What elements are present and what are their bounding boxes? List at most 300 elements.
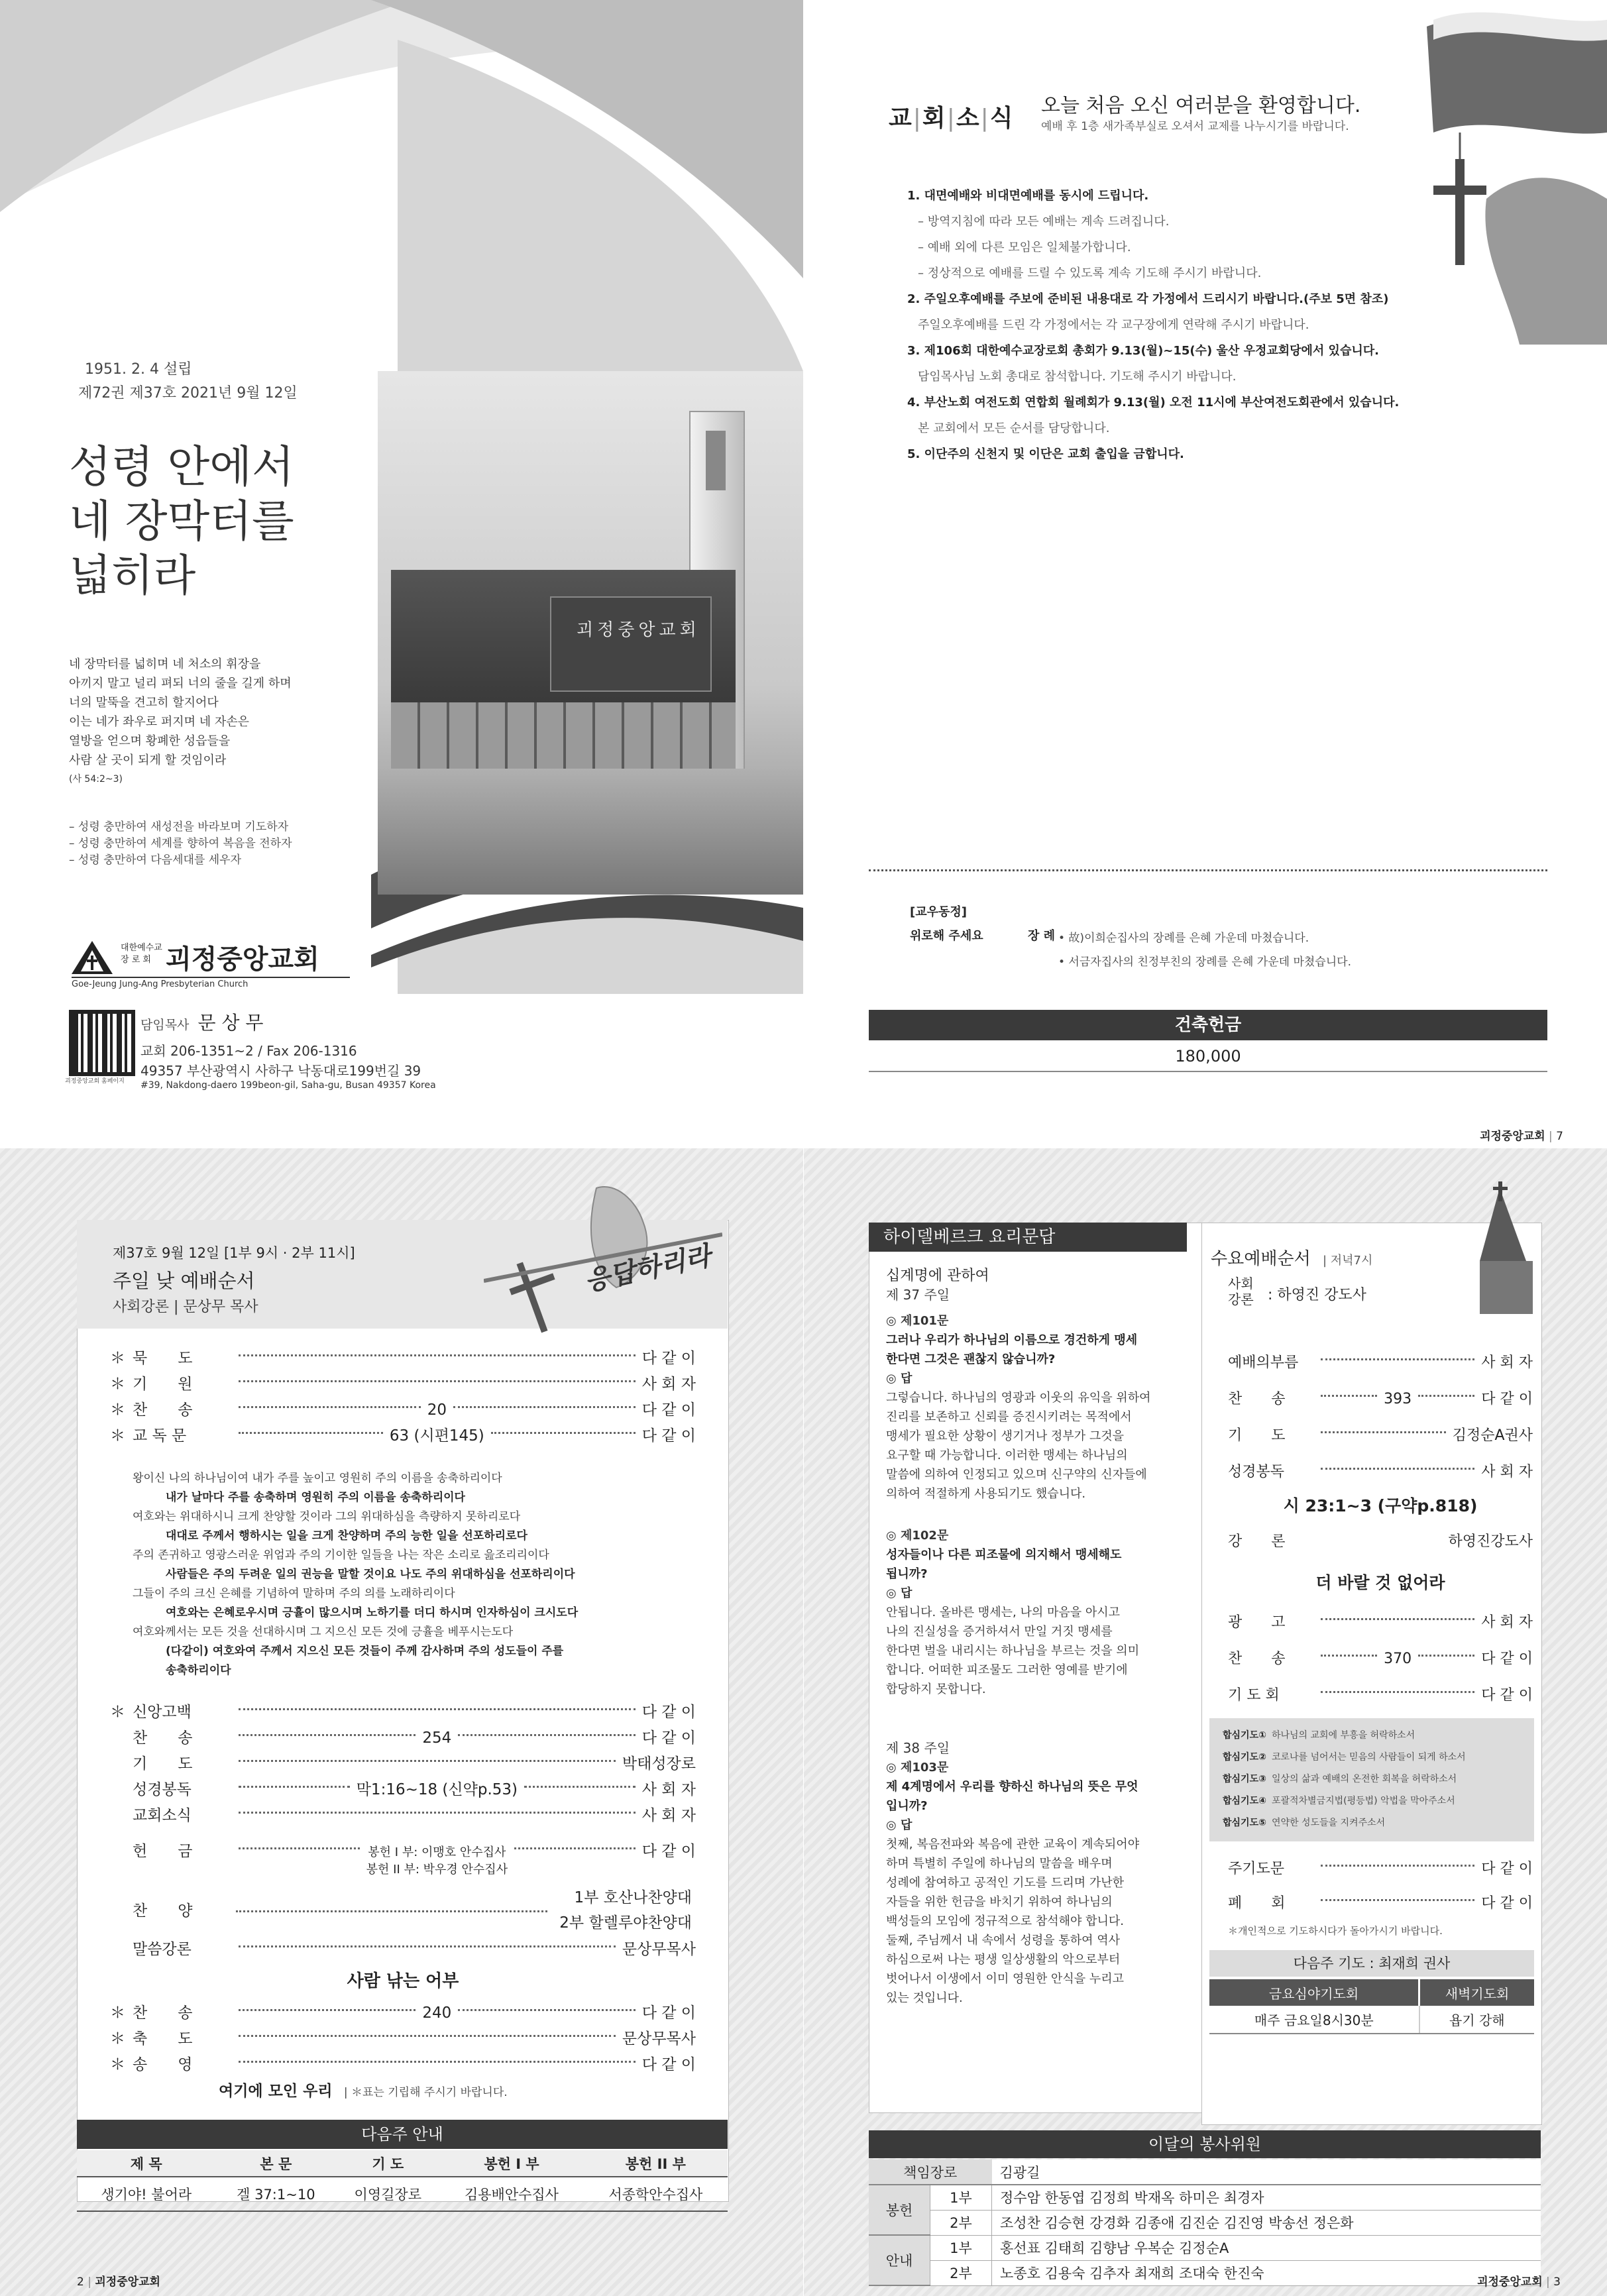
cell: 이영길장로: [354, 2187, 421, 2203]
wednesday-presider-label: 사회 강론: [1228, 1276, 1254, 1307]
logo-denomination: 대한예수교 장 로 회: [121, 943, 162, 965]
order-who: 다 같 이: [1481, 1651, 1533, 1667]
order-detail: 370: [1384, 1651, 1412, 1667]
question-line: 성자들이나 다른 피조물에 의지해서 맹세해도: [886, 1548, 1122, 1562]
volunteer-group: 안내: [869, 2235, 930, 2285]
answer-line: 백성들의 모임에 정규적으로 참석해야 합니다.: [886, 1914, 1124, 1928]
cover-title: [69, 440, 294, 603]
order-row: [1228, 1344, 1533, 1381]
church-logo: [69, 937, 380, 990]
heading-char: 소: [956, 105, 981, 132]
leader-dots: [491, 1432, 636, 1434]
news-item: 담임목사님 노회 총대로 참석합니다. 기도해 주시기 바랍니다.: [918, 370, 1237, 384]
wednesday-order-3: [1228, 1852, 1533, 1921]
motto: – 성령 충만하여 새성전을 바라보며 기도하자: [69, 820, 289, 834]
responsive-line: 사람들은 주의 두려운 일의 권능을 말할 것이요 나도 주의 위대하심을 선포하리이다: [166, 1568, 575, 1581]
cell: 서종학안수집사: [608, 2187, 703, 2203]
news-item: 1. 대면예배와 비대면예배를 동시에 드립니다.: [907, 189, 1149, 203]
prayer-item: [1223, 1747, 1521, 1769]
answer-line: 있는 것입니다.: [886, 1991, 963, 2005]
leader-dots: [239, 1380, 636, 1382]
wednesday-title: [1211, 1245, 1372, 1270]
order-detail: 20: [427, 1401, 447, 1419]
answer-line: 한다면 벌을 내리시는 하나님을 부르는 것을 의미: [886, 1644, 1140, 1658]
leader-dots: [239, 1786, 350, 1788]
order-detail: 393: [1384, 1391, 1412, 1407]
news-page: [804, 0, 1607, 1148]
answer-line: 합니다. 어떠한 피조물도 그러한 영예를 받기에: [886, 1663, 1128, 1677]
closing-title: 여기에 모인 우리: [219, 2083, 333, 2100]
order-item: 찬 송: [1228, 1651, 1286, 1667]
info-footer: 괴정중앙교회 | 3: [1477, 2275, 1561, 2289]
order-detail: 254: [422, 1729, 452, 1747]
prayer-label: 합심기도②: [1223, 1752, 1266, 1763]
order-item: 성경봉독: [1228, 1464, 1285, 1480]
order-row-offering: [110, 1839, 696, 1879]
order-row: [1228, 1641, 1533, 1677]
order-who: 다 같 이: [641, 2056, 696, 2073]
col-header: 본 문: [260, 2156, 292, 2172]
cover-title-line-1: 성령 안에서: [69, 441, 294, 492]
order-detail: 막1:16~18 (신약p.53): [356, 1781, 518, 1798]
order-row: [110, 2052, 696, 2078]
answer-line: 말씀에 의하여 인정되고 있으며 신구약의 신자들에: [886, 1468, 1147, 1482]
verse-line: 열방을 얻으며 황폐한 성읍들을: [69, 734, 231, 748]
cover-verse: [69, 655, 367, 789]
order-who: 다 같 이: [1481, 1391, 1533, 1407]
leader-dots: [239, 2009, 416, 2011]
standing-mark: ＊: [110, 1350, 125, 1367]
motto: – 성령 충만하여 세계를 향하여 복음을 전하자: [69, 837, 292, 850]
order-who: 문상무목사: [622, 1941, 696, 1958]
wednesday-scripture: 시 23:1~3 (구약p.818): [1283, 1496, 1478, 1515]
building-upper-block: [550, 596, 712, 692]
leader-dots: [1418, 1655, 1474, 1657]
volunteer-part: 2부: [930, 2260, 992, 2285]
praise-line: 1부 호산나찬양대: [574, 1889, 692, 1906]
order-row: [110, 2000, 696, 2026]
question-line: 한다면 그것은 괜찮지 않습니까?: [886, 1352, 1056, 1366]
order-who: 다 같 이: [641, 1704, 696, 1721]
verse-line: 사람 살 곳이 되게 할 것임이라: [69, 753, 227, 767]
standing-mark: ＊: [110, 1376, 125, 1393]
order-item: 헌 금: [133, 1843, 193, 1860]
welcome-title: 오늘 처음 오신 여러분을 환영합니다.: [1041, 94, 1361, 117]
prayer-label: 합심기도①: [1223, 1730, 1266, 1741]
order-row: [1228, 1677, 1533, 1714]
logo-english-name: Goe-Jeung Jung-Ang Presbyterian Church: [72, 977, 350, 989]
order-row: [110, 1700, 696, 1725]
order-who: 사 회 자: [641, 1807, 696, 1824]
volunteer-names: 조성찬 김승현 강경화 김종애 김진순 김진영 박송선 정은화: [992, 2210, 1541, 2235]
order-who: 다 같 이: [1481, 1687, 1533, 1704]
order-who: 사 회 자: [641, 1781, 696, 1798]
meeting-value: 매주 금요일8시30분: [1209, 2006, 1419, 2034]
order-part3: [110, 2000, 696, 2078]
order-item: 교회소식: [133, 1807, 192, 1824]
volunteer-part: 1부: [930, 2235, 992, 2260]
prayer-item: [1223, 1812, 1521, 1834]
prayer-text: 연약한 성도들을 지켜주소서: [1271, 1818, 1386, 1828]
answer-line: 합당하지 못합니다.: [886, 1682, 986, 1696]
responsive-reading: [133, 1469, 676, 1680]
catechism-title: 하이델베르크 요리문답: [869, 1223, 1187, 1252]
order-row: [110, 1423, 696, 1449]
order-part1: [110, 1346, 696, 1449]
contact-address-ko: 49357 부산광역시 사하구 낙동대로199번길 39: [140, 1063, 421, 1079]
news-item: 5. 이단주의 신천지 및 이단은 교회 출입을 금합니다.: [907, 447, 1184, 461]
founded-date: 1951. 2. 4 설립: [85, 361, 192, 378]
wednesday-order-2: [1228, 1604, 1533, 1714]
meeting-row: [1209, 2006, 1534, 2034]
leader-dots: [1321, 1431, 1446, 1433]
prayer-text: 일상의 삶과 예배의 온전한 회복을 허락하소서: [1271, 1774, 1457, 1784]
closing-line: [219, 2079, 508, 2101]
building-fund-amount: 180,000: [869, 1042, 1547, 1072]
answer-label: ◎ 답: [886, 1586, 913, 1600]
catechism-week: 제 38 주일: [886, 1740, 950, 1756]
volunteer-row: [869, 2260, 1541, 2285]
next-week-header-row: [77, 2150, 728, 2177]
order-item: 찬 송: [133, 2004, 193, 2022]
prayer-text: 하나님의 교회에 부흥을 허락하소서: [1271, 1730, 1415, 1741]
order-who: 다 같 이: [641, 1843, 696, 1860]
standing-mark: ＊: [110, 2030, 125, 2048]
offering-line: 봉헌 II 부: 박우경 안수집사: [366, 1863, 508, 1877]
order-item: 찬 양: [133, 1902, 193, 1920]
volunteers-bar: 이달의 봉사위원: [869, 2130, 1541, 2158]
building-fund-bar: 건축헌금: [869, 1010, 1547, 1040]
volunteer-row: [869, 2235, 1541, 2260]
order-who: 하영진강도사: [1448, 1533, 1533, 1550]
responsive-line: 내가 날마다 주를 송축하며 영원히 주의 이름을 송축하리이다: [166, 1491, 465, 1504]
meeting-value: 욥기 강해: [1419, 2006, 1534, 2034]
meeting-header: 새벽기도회: [1419, 1979, 1534, 2006]
news-footer: 괴정중앙교회 | 7: [1480, 1130, 1563, 1143]
worship-presider: 사회강론 | 문상무 목사: [113, 1299, 258, 1315]
page-number: 3: [1553, 2275, 1561, 2289]
art-text: 응답하리라: [581, 1240, 714, 1297]
church-building-image: [378, 371, 803, 895]
order-detail: 240: [422, 2004, 452, 2022]
meeting-table: [1209, 1979, 1534, 2034]
meeting-header: 금요심야기도회: [1209, 1979, 1419, 2006]
cell: 김용배안수집사: [464, 2187, 559, 2203]
order-who: 문상무목사: [622, 2030, 696, 2048]
order-row: [110, 1725, 696, 1751]
news-heading: 교|회|소|식: [889, 105, 1015, 132]
order-who: 사 회 자: [1481, 1354, 1533, 1371]
prayer-item: [1223, 1769, 1521, 1790]
contact-phone: 교회 206-1351~2 / Fax 206-1316: [140, 1043, 357, 1059]
leader-dots: [239, 1354, 636, 1356]
question-label: ◎ 제101문: [886, 1314, 949, 1328]
answer-line: 의하여 적절하게 사용되기도 했습니다.: [886, 1487, 1086, 1501]
question-line: 됩니까?: [886, 1567, 928, 1581]
question-line: 입니까?: [886, 1799, 928, 1813]
leader-dots: [1321, 1358, 1474, 1360]
order-item: 주기도문: [1228, 1861, 1285, 1877]
answer-line: 요구할 때 가능합니다. 이러한 맹세는 하나님의: [886, 1449, 1128, 1462]
page-number: 7: [1556, 1130, 1563, 1143]
order-who: 다 같 이: [1481, 1895, 1533, 1912]
church-logo-icon: [69, 940, 115, 977]
responsive-line: 여호와는 은혜로우시며 긍휼이 많으시며 노하기를 더디 하시며 인자하심이 크시도다: [166, 1606, 579, 1619]
next-prayer-bar: 다음주 기도 : 최재희 권사: [1209, 1950, 1534, 1977]
order-item: 묵 도: [133, 1350, 193, 1367]
heading-char: 회: [922, 105, 947, 132]
pastor-info: [140, 1009, 263, 1035]
tower-cross-icon: [706, 431, 726, 490]
order-row: [110, 1397, 696, 1423]
elder-label: 책임장로: [869, 2159, 992, 2185]
volunteer-row: [869, 2210, 1541, 2235]
offering-detail: [366, 1844, 508, 1879]
volunteer-part: 1부: [930, 2185, 992, 2210]
prayer-text: 포괄적차별금지법(평등법) 악법을 막아주소서: [1271, 1796, 1455, 1806]
motto: – 성령 충만하여 다음세대를 세우자: [69, 853, 242, 867]
order-row: [1228, 1417, 1533, 1454]
leader-dots: [1321, 1899, 1474, 1901]
logo-church-name: 괴정중앙교회: [166, 944, 319, 975]
worship-title: 주일 낮 예배순서: [113, 1270, 255, 1292]
leader-dots: [458, 1734, 635, 1736]
order-item: 기 도: [133, 1755, 193, 1773]
answer-line: 맹세가 필요한 상황이 생기거나 정부가 그것을: [886, 1429, 1124, 1443]
verse-line: 이는 네가 좌우로 퍼지며 네 자손은: [69, 715, 250, 729]
praise-line: 2부 할렐루야찬양대: [559, 1914, 692, 1932]
responsive-line: 주의 존귀하고 영광스러운 위엄과 주의 기이한 일들을 나는 작은 소리로 읊조리리이다: [133, 1549, 549, 1562]
closing-note: | ＊표는 기립해 주시기 바랍니다.: [343, 2086, 508, 2099]
verse-line: 너의 말뚝을 견고히 할지어다: [69, 696, 219, 710]
worship-issue: 제37호 9월 12일 [1부 9시 · 2부 11시]: [113, 1245, 355, 1261]
cover-page: [0, 0, 803, 1148]
leader-dots: [1321, 1865, 1474, 1867]
catechism-week: 제 37 주일: [886, 1287, 950, 1303]
responsive-line: 왕이신 나의 하나님이여 내가 주를 높이고 영원히 주의 이름을 송축하리이다: [133, 1472, 502, 1485]
wednesday-sermon-row: [1228, 1530, 1533, 1551]
question-label: ◎ 제103문: [886, 1761, 949, 1775]
order-row: [1228, 1381, 1533, 1417]
worship-footer: 2 | 괴정중앙교회: [77, 2275, 160, 2289]
responsive-line: 여호와는 위대하시니 크게 찬양할 것이라 그의 위대하심을 측량하지 못하리로다: [133, 1510, 521, 1523]
standing-mark: ＊: [110, 1704, 125, 1721]
news-list: [907, 183, 1490, 467]
standing-mark: ＊: [110, 1427, 125, 1445]
volunteer-names: 정수암 한동엽 김정희 박재옥 하미은 최경자: [992, 2185, 1541, 2210]
order-item: 말씀강론: [133, 1941, 192, 1958]
responsive-line: 여호와께서는 모든 것을 선대하시며 그 지으신 모든 것에 긍휼을 베푸시는도다: [133, 1625, 514, 1639]
leader-dots: [1321, 1395, 1377, 1397]
wednesday-order-1: [1228, 1344, 1533, 1490]
answer-line: 하심으로써 나는 평생 일상생활의 악으로부터: [886, 1953, 1121, 1967]
welcome-subtitle: 예배 후 1층 새가족부실로 오셔서 교제를 나누시기를 바랍니다.: [1041, 120, 1349, 133]
answer-line: 성례에 참여하고 공적인 기도를 드리며 가난한: [886, 1876, 1124, 1890]
order-who: 다 같 이: [641, 1729, 696, 1747]
news-item: 2. 주일오후예배를 주보에 준비된 내용대로 각 가정에서 드리시기 바랍니다.(주보 5면 참조): [907, 292, 1389, 306]
plaza-ground: [378, 769, 803, 895]
order-row: [1228, 1886, 1533, 1921]
order-item: 신앙고백: [133, 1704, 192, 1721]
answer-line: 안됩니다. 올바른 맹세는, 나의 마음을 아시고: [886, 1606, 1121, 1619]
order-who: 박태성장로: [622, 1755, 696, 1773]
leader-dots: [239, 1406, 421, 1408]
volunteer-part: 2부: [930, 2210, 992, 2235]
order-row: [110, 1346, 696, 1372]
standing-mark: ＊: [110, 2004, 125, 2022]
news-item: – 정상적으로 예배를 드릴 수 있도록 계속 기도해 주시기 바랍니다.: [918, 266, 1262, 280]
leader-dots: [524, 1786, 636, 1788]
funeral-list: [1058, 926, 1351, 974]
order-detail: 63 (시편145): [389, 1427, 484, 1445]
standing-mark: ＊: [110, 1401, 125, 1419]
responsive-line: 대대로 주께서 행하시는 일을 크게 찬양하며 주의 능한 일을 선포하리로다: [166, 1529, 527, 1543]
order-item: 성경봉독: [133, 1781, 192, 1798]
order-item: 기 원: [133, 1376, 193, 1393]
building-glass: [391, 702, 736, 769]
order-who: 사 회 자: [641, 1376, 696, 1393]
news-divider: [869, 869, 1547, 871]
footer-church: 괴정중앙교회: [1480, 1130, 1545, 1143]
col-header: 봉헌 II 부: [625, 2156, 686, 2172]
responsive-line: 송축하리이다: [166, 1664, 231, 1677]
volunteer-row: [869, 2185, 1541, 2210]
next-week-bar: 다음주 안내: [77, 2120, 728, 2149]
verse-ref: (사 54:2~3): [69, 774, 123, 785]
order-row: [110, 1751, 696, 1777]
comfort-label: 위로해 주세요: [910, 929, 983, 943]
order-row: [110, 1372, 696, 1397]
funeral-item: • 故)이희순집사의 장례를 은혜 가운데 마쳤습니다.: [1058, 932, 1309, 945]
worship-page: [0, 1148, 803, 2296]
answer-line: 자들을 위한 헌금을 바치기 위하여 하나님의: [886, 1895, 1113, 1909]
catechism-subtitle: 십계명에 관하여: [886, 1268, 989, 1284]
order-row-praise: [110, 1885, 696, 1938]
order-item: 강 론: [1228, 1533, 1286, 1550]
leader-dots: [1321, 1618, 1474, 1620]
order-row: [110, 1777, 696, 1803]
prayer-label: 합심기도⑤: [1223, 1818, 1266, 1828]
meeting-header-row: [1209, 1979, 1534, 2006]
news-item: 주일오후예배를 드린 각 가정에서는 각 교구장에게 연락해 주시기 바랍니다.: [918, 318, 1309, 332]
fellowship-label: [교우동정]: [910, 905, 968, 919]
order-row: [1228, 1454, 1533, 1490]
wednesday-note: ＊개인적으로 기도하시다가 돌아가시기 바랍니다.: [1228, 1925, 1443, 1937]
leader-dots: [1418, 1395, 1474, 1397]
catechism-body: [886, 1266, 1254, 2008]
pastor-name: 문 상 무: [197, 1012, 264, 1034]
heading-char: 교: [889, 105, 913, 132]
order-row: [1228, 1604, 1533, 1641]
leader-dots: [239, 1812, 636, 1814]
footer-church: 괴정중앙교회: [95, 2275, 160, 2289]
leader-dots: [239, 1760, 616, 1762]
leader-dots: [1321, 1691, 1474, 1693]
order-part2: [110, 1700, 696, 1829]
leader-dots: [239, 1432, 383, 1434]
answer-line: 나의 진실성을 증거하셔서 만일 거짓 맹세를: [886, 1625, 1113, 1639]
order-item: 찬 송: [133, 1401, 193, 1419]
order-row: [1228, 1852, 1533, 1886]
leader-dots: [239, 2035, 616, 2037]
standing-mark: ＊: [110, 2056, 125, 2073]
order-item: 송 영: [133, 2056, 193, 2073]
order-who: 사 회 자: [1481, 1464, 1533, 1480]
order-item: 광 고: [1228, 1614, 1286, 1631]
wednesday-sermon-title: 더 바랄 것 없어라: [1315, 1573, 1445, 1592]
leader-dots: [239, 2061, 636, 2063]
responsive-line: (다같이) 여호와여 주께서 지으신 모든 것들이 주께 감사하며 주의 성도들이 주를: [166, 1645, 564, 1658]
wednesday-presider: : 하영진 강도사: [1268, 1287, 1366, 1303]
prayer-text: 코로나를 넘어서는 믿음의 사람들이 되게 하소서: [1271, 1752, 1466, 1763]
order-item: 기 도: [1228, 1427, 1286, 1444]
news-item: 4. 부산노회 여전도회 연합회 월례회가 9.13(월) 오전 11시에 부산여전도회관에서 있습니다.: [907, 396, 1400, 410]
volunteers-table: [869, 2159, 1541, 2286]
wednesday-title-text: 수요예배순서: [1211, 1249, 1311, 1269]
order-row-sermon: [110, 1937, 696, 1959]
cover-mottos: [69, 819, 292, 869]
answer-line: 그렇습니다. 하나님의 영광과 이웃의 유익을 위하여: [886, 1391, 1151, 1405]
order-who: 사 회 자: [1481, 1614, 1533, 1631]
answer-line: 둘째, 주님께서 내 속에서 성령을 통하여 역사: [886, 1934, 1121, 1947]
answer-line: 하며 특별히 주일에 하나님의 말씀을 배우며: [886, 1857, 1113, 1871]
col-header: 봉헌 I 부: [484, 2156, 539, 2172]
news-item: – 예배 외에 다른 모임은 일체불가합니다.: [918, 241, 1131, 254]
qr-code[interactable]: [69, 1010, 135, 1076]
order-item: 기 도 회: [1228, 1687, 1280, 1704]
order-who: 다 같 이: [641, 1401, 696, 1419]
answer-label: ◎ 답: [886, 1818, 913, 1832]
prayer-item: [1223, 1725, 1521, 1747]
responsive-line: 그들이 주의 크신 은혜를 기념하여 말하며 주의 의를 노래하리이다: [133, 1587, 455, 1600]
question-line: 그러나 우리가 하나님의 이름으로 경건하게 맹세: [886, 1333, 1138, 1347]
volunteer-names: 홍선표 김태희 김향남 우복순 김정순A: [992, 2235, 1541, 2260]
prayer-label: 합심기도④: [1223, 1796, 1266, 1806]
cover-title-line-3: 넓히라: [69, 550, 196, 601]
volunteer-group: 봉헌: [869, 2185, 930, 2235]
leader-dots: [239, 1734, 416, 1736]
leader-dots: [239, 1708, 636, 1710]
page-number: 2: [77, 2275, 84, 2289]
funeral-label: 장 례: [1028, 929, 1056, 943]
prayer-label: 합심기도③: [1223, 1774, 1266, 1784]
verse-line: 네 장막터를 넓히며 네 처소의 휘장을: [69, 657, 261, 671]
order-who: 다 같 이: [641, 1350, 696, 1367]
order-row: [110, 2026, 696, 2052]
pastor-label: 담임목사: [140, 1018, 190, 1032]
order-item: 찬 송: [133, 1729, 193, 1747]
col-header: 기 도: [372, 2156, 404, 2172]
order-who: 다 같 이: [641, 2004, 696, 2022]
answer-line: 진리를 보존하고 신뢰를 증진시키려는 목적에서: [886, 1410, 1132, 1424]
verse-line: 아끼지 말고 널리 펴되 너의 줄을 길게 하며: [69, 677, 292, 690]
qr-caption: 괴정중앙교회 홈페이지: [65, 1078, 125, 1085]
cell: 생기야! 불어라: [101, 2187, 192, 2203]
col-header: 제 목: [130, 2156, 162, 2172]
prayer-item: [1223, 1790, 1521, 1812]
cell: 겔 37:1~10: [237, 2187, 315, 2203]
cover-title-line-2: 네 장막터를: [69, 496, 294, 547]
elder-name: 김광길: [999, 2164, 1040, 2181]
news-item: 3. 제106회 대한예수교장로회 총회가 9.13(월)~15(수) 울산 우정교회당에서 있습니다.: [907, 344, 1379, 358]
next-week-table: [77, 2150, 728, 2212]
volunteer-names: 노종호 김용숙 김추자 최재희 조대숙 한진숙: [992, 2260, 1541, 2285]
news-item: – 방역지침에 따라 모든 예배는 계속 드려집니다.: [918, 215, 1170, 229]
order-item: 폐 회: [1228, 1895, 1286, 1912]
question-label: ◎ 제102문: [886, 1529, 949, 1543]
prayer-box: [1209, 1718, 1534, 1841]
order-item: 찬 송: [1228, 1391, 1286, 1407]
